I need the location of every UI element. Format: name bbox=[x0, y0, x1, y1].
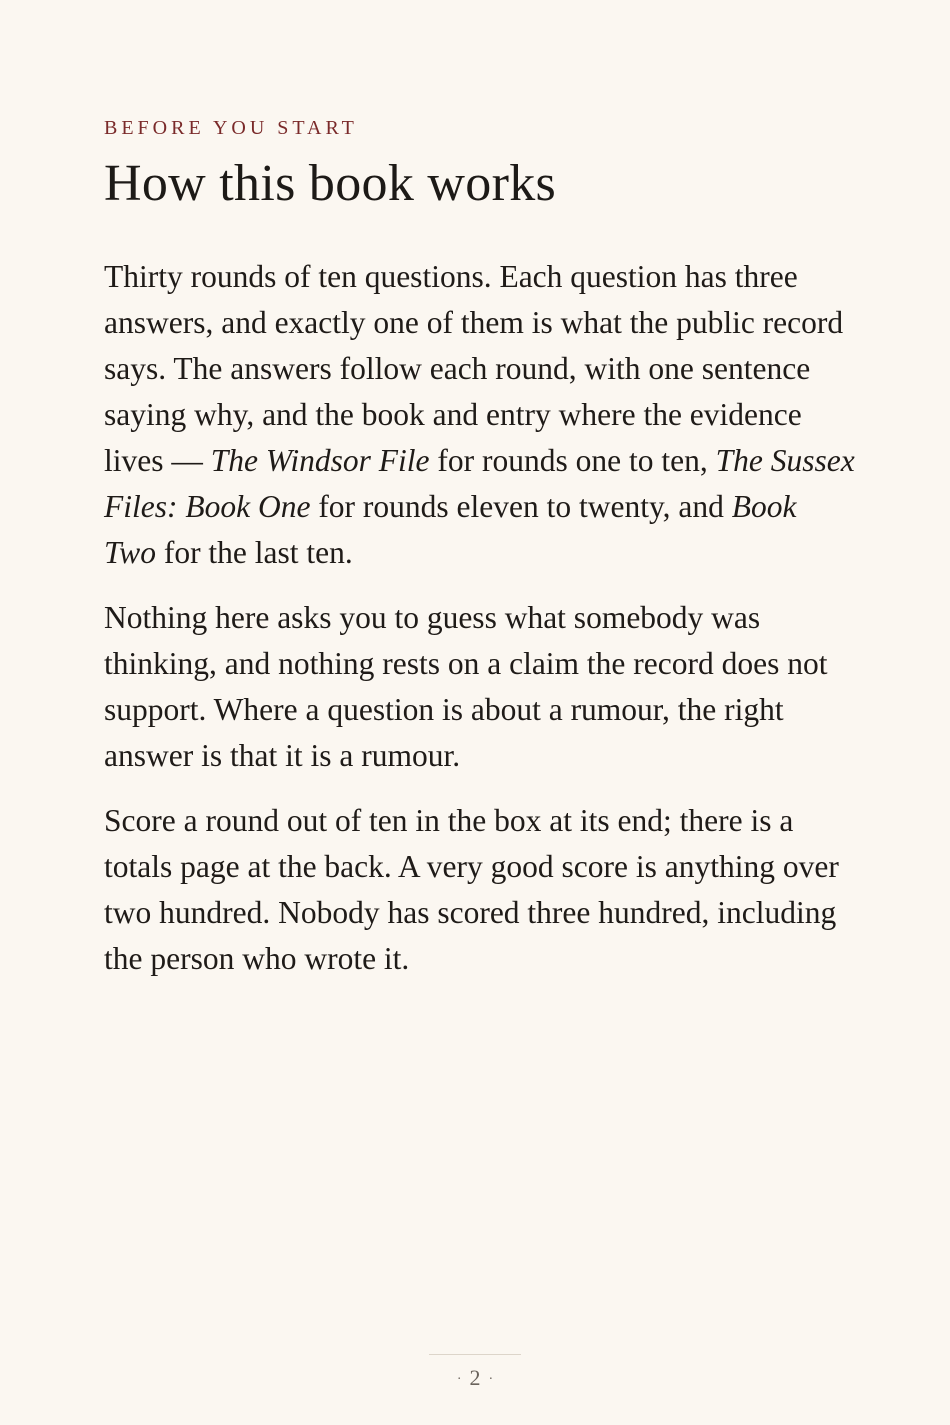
book-title-sussex-files-one: The Sussex Files: Book One bbox=[104, 443, 855, 524]
paragraph-scoring: Score a round out of ten in the box at its end; there is a totals page at the back. A very good score is anything over two hundred. Nobody has scored three hundred, including the person who wrote it. bbox=[104, 803, 839, 976]
footer-divider bbox=[429, 1354, 521, 1355]
section-kicker: BEFORE YOU START bbox=[104, 117, 358, 139]
paragraph-record: Nothing here asks you to guess what somebody was thinking, and nothing rests on a claim the record does not support. Where a question is about a rumour, the right answer is that it is a rumour. bbox=[104, 600, 828, 773]
page-number bbox=[0, 1364, 950, 1394]
paragraph-intro bbox=[104, 254, 856, 576]
folio-dot-left: · bbox=[456, 1372, 462, 1387]
book-title-windsor-file: The Windsor File bbox=[210, 443, 430, 478]
book-title-book-two: Book Two bbox=[104, 489, 797, 570]
paragraph-intro-text: for rounds eleven to twenty, and bbox=[310, 489, 732, 524]
folio-dot-right: · bbox=[488, 1372, 494, 1387]
body-text bbox=[104, 254, 856, 982]
page-title: How this book works bbox=[104, 155, 557, 212]
page-content bbox=[104, 114, 856, 1001]
paragraph-intro-text: for the last ten. bbox=[155, 535, 353, 570]
page-number-value: 2 bbox=[469, 1365, 481, 1390]
paragraph-intro-text: for rounds one to ten, bbox=[429, 443, 716, 478]
paragraph-intro-text: Thirty rounds of ten questions. Each question has three answers, and exactly one of them is what the public record says. The answers follow each round, with one sentence saying why, and the book and entry where the evidence lives — bbox=[104, 259, 844, 478]
